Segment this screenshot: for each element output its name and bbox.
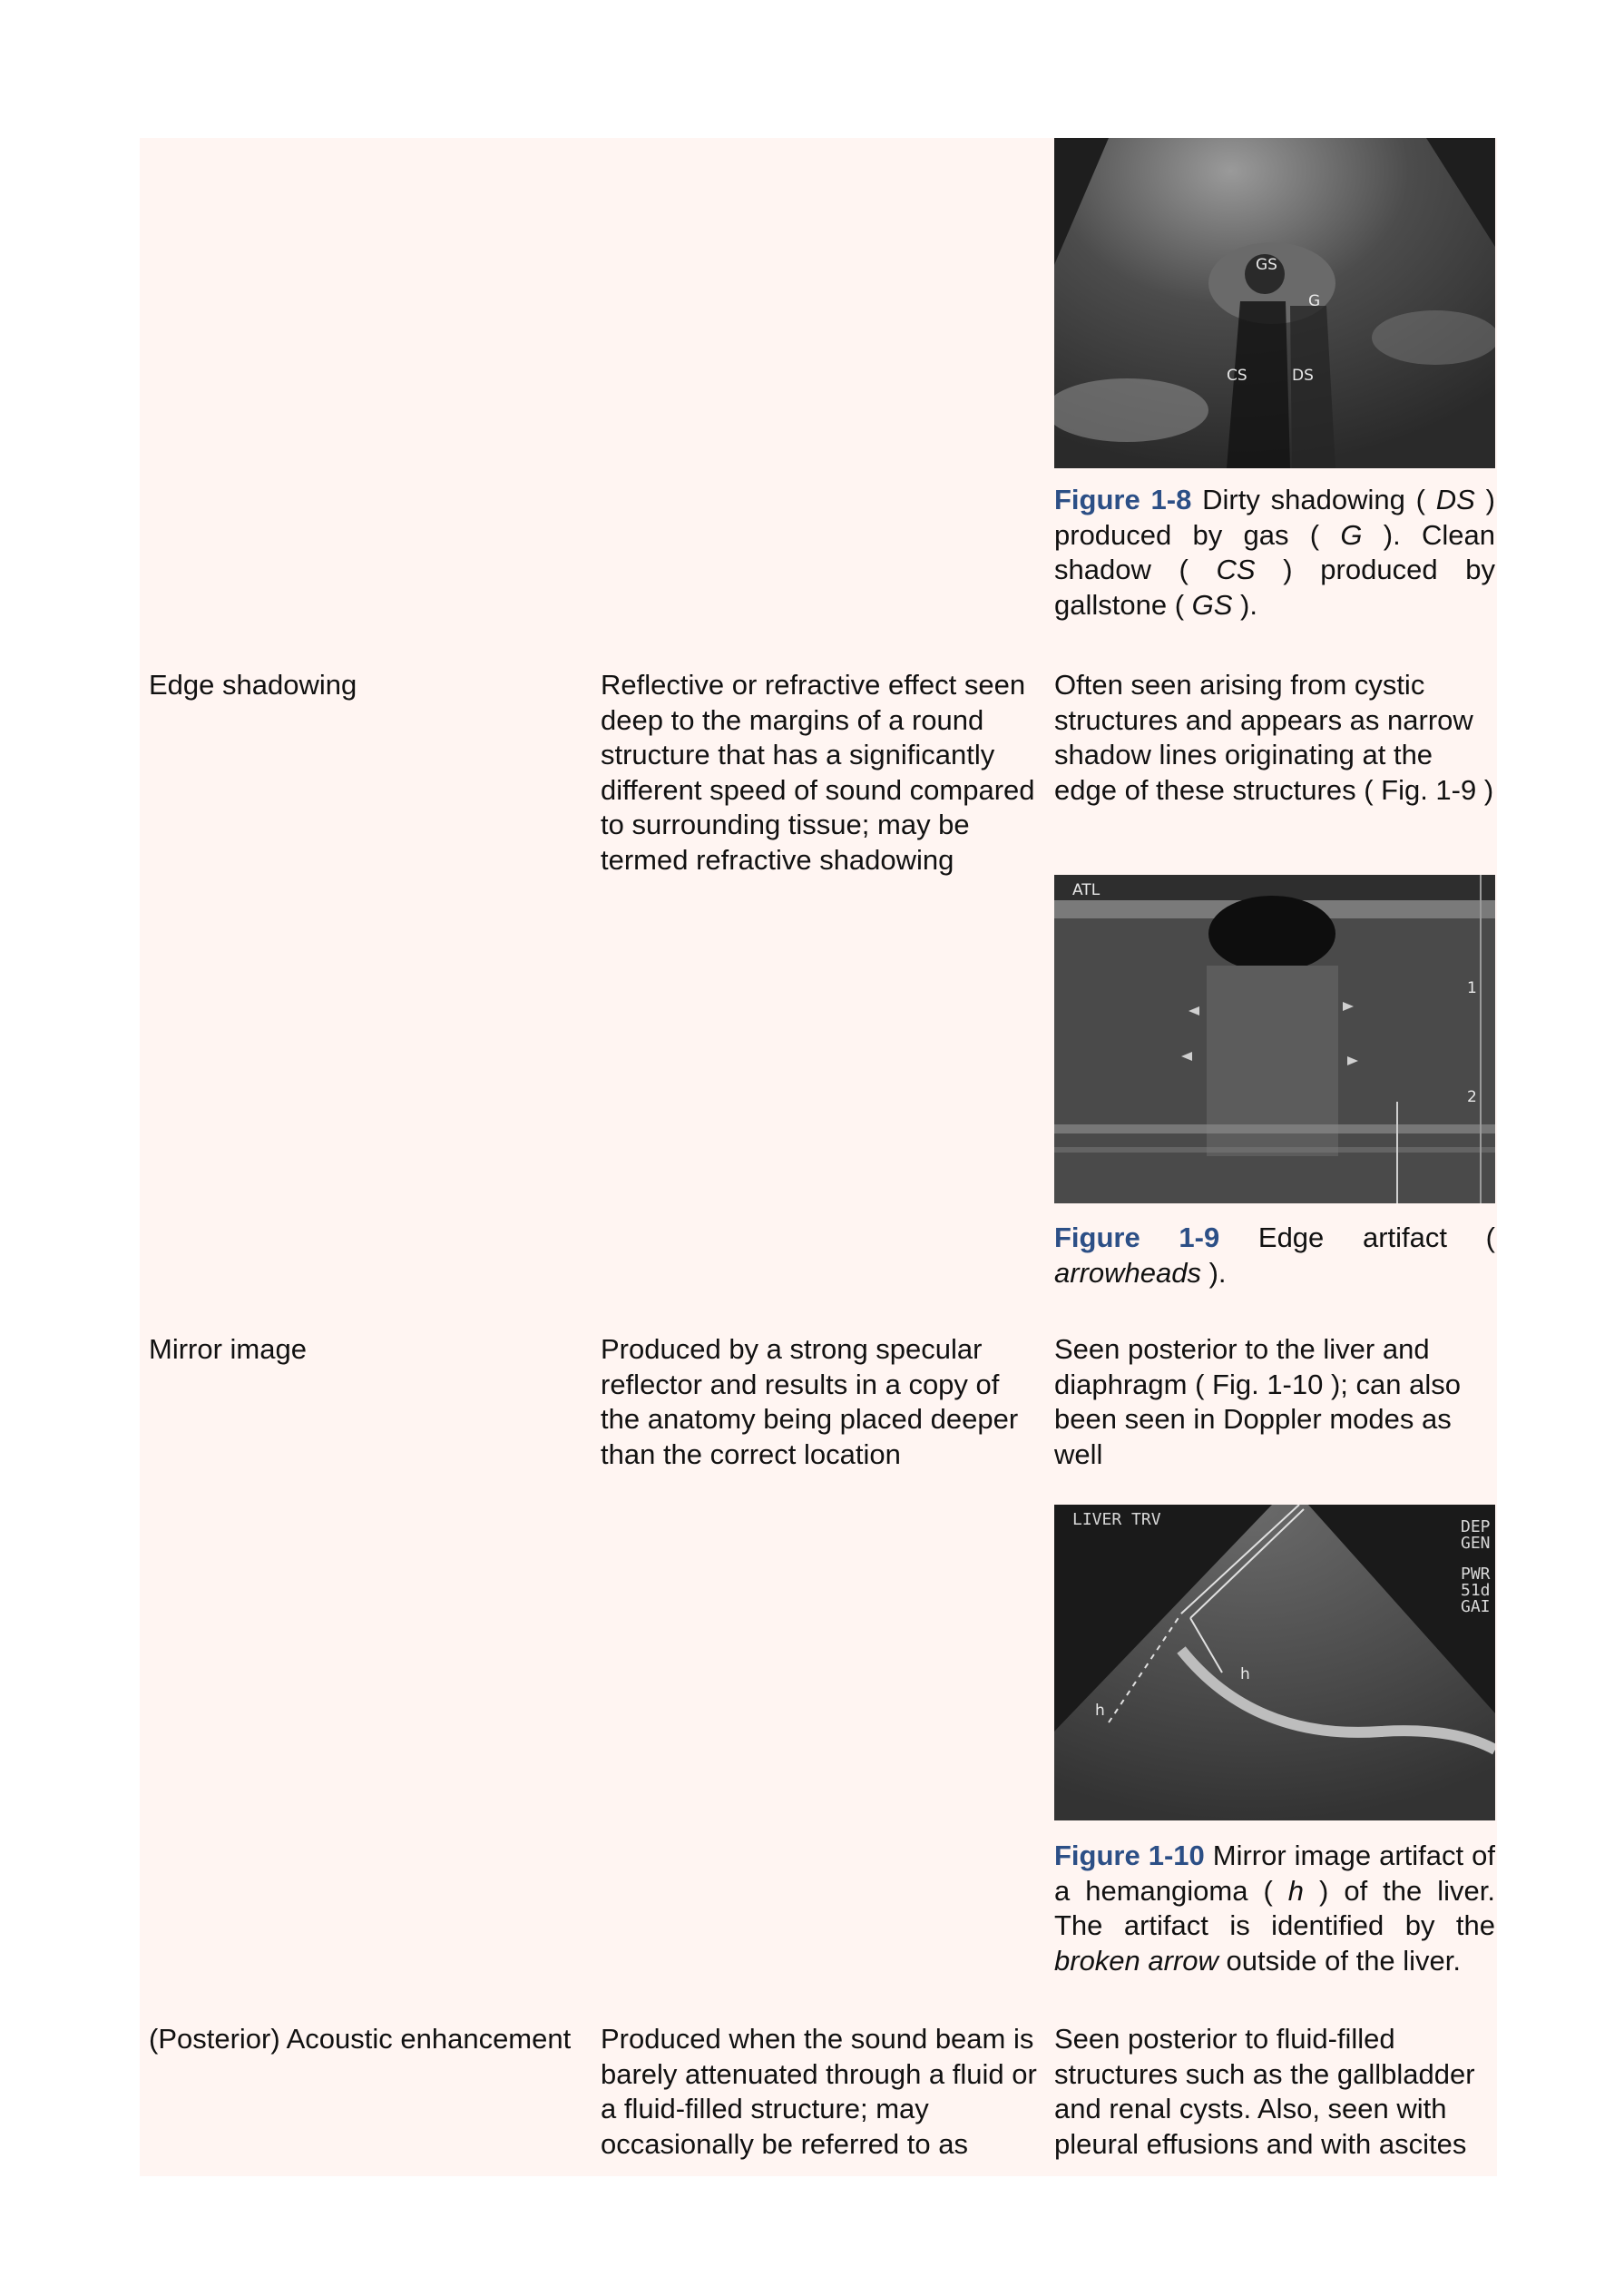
image-setting-gai: GAI <box>1461 1597 1491 1616</box>
artifact-appearance: Often seen arising from cystic structures and appears as narrow shadow lines originating at the edge of these structures ( Fig. 1-9 ) <box>1054 669 1494 806</box>
image-tag-atl: ATL <box>1072 881 1101 899</box>
artifact-table <box>140 138 1497 2176</box>
artifact-name: Edge shadowing <box>149 669 357 701</box>
image-label-h-mirror: h <box>1095 1702 1105 1720</box>
figure-caption: Figure 1-9 Edge artifact ( arrowheads ). <box>1054 1222 1495 1289</box>
figure-label-gs: GS <box>1256 256 1277 274</box>
ultrasound-image-edge-artifact <box>1054 875 1495 1203</box>
figure-label: Figure 1-8 <box>1054 484 1192 515</box>
figure-caption: Figure 1-8 Dirty shadowing ( DS ) produced by gas ( G ). Clean shadow ( CS ) produced by gallstone ( GS ). <box>1054 484 1496 621</box>
figure-label: Figure 1-9 <box>1054 1222 1220 1253</box>
figure-label-cs: CS <box>1227 367 1247 385</box>
ultrasound-image-dirty-shadowing <box>1054 138 1495 468</box>
artifact-name: Mirror image <box>149 1333 307 1365</box>
image-setting-dep: DEP <box>1461 1517 1491 1536</box>
artifact-name: (Posterior) Acoustic enhancement <box>149 2023 572 2055</box>
artifact-appearance: Seen posterior to fluid-filled structures such as the gallbladder and renal cysts. Also, seen with pleural effusions and with ascites <box>1054 2023 1475 2160</box>
figure-label-g: G <box>1308 292 1321 310</box>
artifact-description: Produced by a strong specular reflector and results in a copy of the anatomy being placed deeper than the correct location <box>601 1333 1019 1470</box>
image-tag-liver-trv: LIVER TRV <box>1072 1510 1161 1529</box>
image-setting-pwr: PWR <box>1461 1565 1491 1584</box>
artifact-appearance: Seen posterior to the liver and diaphragm ( Fig. 1-10 ); can also been seen in Doppler modes as well <box>1054 1333 1461 1470</box>
image-tick-1: 1 <box>1467 979 1477 997</box>
artifact-description: Reflective or refractive effect seen deep to the margins of a round structure that has a significantly different speed of sound compared to surrounding tissue; may be termed refractive shadowing <box>601 669 1035 876</box>
image-tick-2: 2 <box>1467 1088 1477 1106</box>
image-setting-gen: GEN <box>1461 1534 1491 1553</box>
image-setting-51d: 51d <box>1461 1581 1491 1600</box>
ultrasound-image-mirror-artifact <box>1054 1505 1495 1820</box>
artifact-description: Produced when the sound beam is barely attenuated through a fluid or a fluid-filled structure; may occasionally be referred to as <box>601 2023 1037 2160</box>
figure-label: Figure 1-10 <box>1054 1840 1205 1871</box>
figure-caption: Figure 1-10 Mirror image artifact of a hemangioma ( h ) of the liver. The artifact is identified by the broken arrow outside of the liver. <box>1054 1840 1495 1977</box>
figure-label-ds: DS <box>1292 367 1314 385</box>
image-label-h-true: h <box>1240 1665 1250 1683</box>
